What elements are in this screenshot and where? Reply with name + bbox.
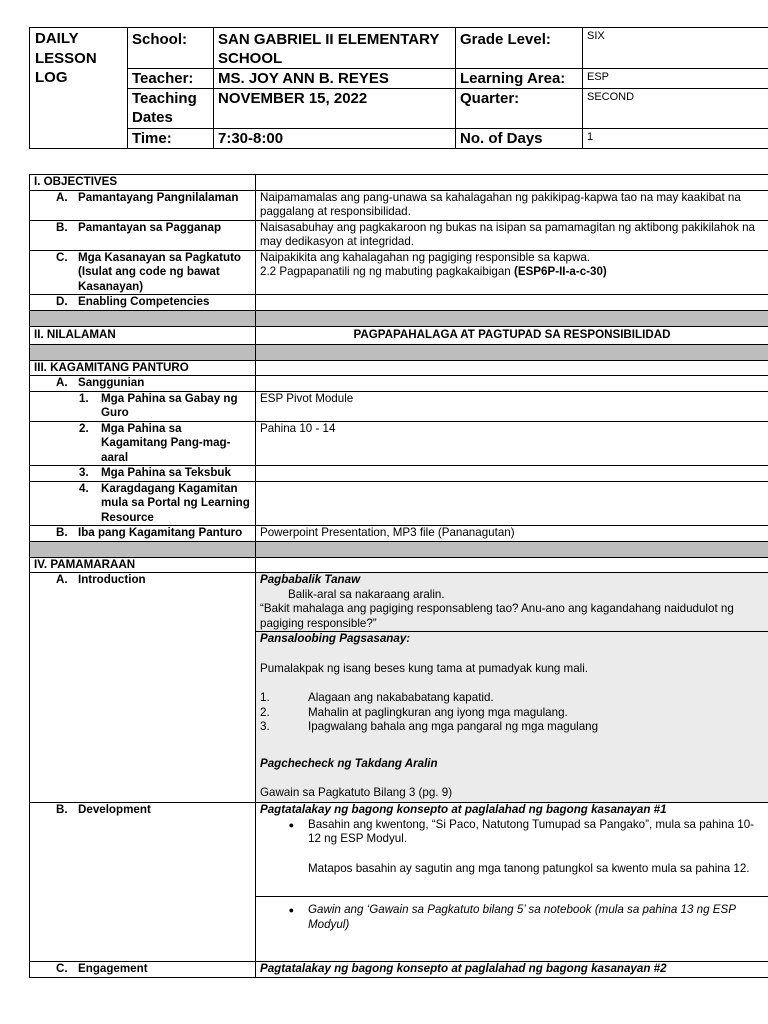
iba-pang-kagamitan-label: Iba pang Kagamitang Panturo [78, 526, 243, 539]
no-of-days-value: 1 [583, 129, 768, 149]
teaching-dates-label: Teaching Dates [128, 89, 214, 129]
objective-a-row: A. Pamantayang Pangnilalaman Naipamamalas ang pang-unawa sa kahalagahan ng pakikipag-kapwa tao na may kaakibat na paggalang at responsibilidad. [30, 190, 768, 220]
mga-kasanayan-label: Mga Kasanayan sa Pagkatuto (Isulat ang code ng bawat Kasanayan) [78, 250, 242, 293]
pamantayang-pangnilalaman-value: Naipamamalas ang pang-unawa sa kahalagahan ng pakikipag-kapwa tao na may kaakibat na paggalang at responsibilidad. [256, 190, 768, 220]
sanggunian-label: Sanggunian [78, 376, 145, 389]
teaching-dates-value: NOVEMBER 15, 2022 [214, 89, 456, 129]
competency-code: (ESP6P-II-a-c-30) [513, 265, 607, 278]
gabay-ng-guro-label: Mga Pahina sa Gabay ng Guro [101, 391, 238, 419]
pamantayang-pangnilalaman-label: Pamantayang Pangnilalaman [78, 190, 239, 204]
time-label: Time: [128, 129, 214, 149]
list-item: 2. Mahalin at paglingkuran ang iyong mga magulang. [260, 705, 568, 719]
enabling-competencies-label: Enabling Competencies [78, 295, 210, 308]
teksbuk-label: Mga Pahina sa Teksbuk [101, 466, 231, 479]
pansaloobing-list [260, 691, 764, 735]
learning-area-value: ESP [583, 69, 768, 89]
karagdagang-kagamitan-label: Karagdagang Kagamitan mula sa Portal ng Learning Resource [101, 481, 250, 524]
pamantayan-sa-pagganap-label: Pamantayan sa Pagganap [78, 220, 222, 234]
nilalaman-value: PAGPAPAHALAGA AT PAGTUPAD SA RESPONSIBILIDAD [256, 326, 768, 344]
school-value: SAN GABRIEL II ELEMENTARY SCHOOL [214, 28, 456, 69]
school-label: School: [128, 28, 214, 69]
pamamaraan-heading: IV. PAMAMARAAN [30, 557, 256, 573]
introduction-label: Introduction [78, 573, 146, 586]
lesson-table: I. OBJECTIVES A. Pamantayang Pangnilalaman Naipamamalas ang pang-unawa sa kahalagahan ng pakikipag-kapwa tao na may kaakibat na paggalang at responsibilidad. B. Pamantayan sa Pagganap Naisasabuhay ang pagkakaroon ng bukas na isipan sa pamamagitan ng aktibong pakikilahok na may dedikasyon at integridad. C. Mga Kasanayan sa Pagkatuto (Isulat ang code ng bawat Kasanayan) Naipakikita ang kahalagahan ng pagiging responsible sa kapwa. 2.2 Pagpapanatili ng ng mabuting pagkakaibigan (ESP6P-II-a-c-30) D. Enabling Competencies II. NILALAMAN PAGPAPAHALAGA AT PAGTUPAD SA RESPONSIBILIDAD III. KAGAMITANG PANTURO A. Sanggunian 1. Mga Pahina sa Gabay ng Guro ESP Pivot Module 2. Mga Pahina sa Kagamitang Pang-mag-aaral Pahina 10 - 14 3. Mga Pahina sa Teksbuk 4. Karagdagang Kagamitan mula sa Portal ng Learning Resource B. Iba pang Kagamitang Panturo Powerpoint Presentation, MP3 file (Pananagutan) IV. PAMAMARAAN A. Introduction Pagbabalik Tanaw Balik-aral sa nakaraang aralin. “Bakit mahalaga ang pagiging responsableng tao? Anu-ano ang kagandahang naidudulot ng pagiging responsible?” Pansaloobing Pagsasanay: Pumalakpak ng isang beses kung tama at pumadyak kung mali. 1. Alagaan ang nakababatang kapatid. 2. Mahalin at paglingkuran ang iyong mga magulang. 3. Ipagwalang bahala ang mga pangaral ng mga magulang Pagchecheck ng Takdang Aralin Gawain sa Pagkatuto Bilang 3 (pg. 9) B. Development Pagtatalakay ng bagong konsepto at paglalahad ng bagong kasanayan #1 ● Basahin ang kwentong, “Si Paco, Natutong Tumupad sa Pangako”, mula sa pahina 10-12 ng ESP Modyul. Matapos basahin ay sagutin ang mga tanong patungkol sa kwento mula sa pahina 12. ● Gawin ang ‘Gawain sa Pagkatuto bilang 5’ sa notebook (mula sa pahina 13 ng ESP Modyul) C. Engagement Pagtatalakay ng bagong konsepto at paglalahad ng bagong kasanayan #2 [29, 174, 768, 978]
development-heading: Pagtatalakay ng bagong konsepto at paglalahad ng bagong kasanayan #1 [260, 803, 667, 816]
nilalaman-heading: II. NILALAMAN [30, 326, 256, 344]
time-value: 7:30-8:00 [214, 129, 456, 149]
section-divider [30, 541, 768, 557]
list-item: 3. Ipagwalang bahala ang mga pangaral ng mga magulang [260, 720, 599, 733]
objective-b-row: B. Pamantayan sa Pagganap Naisasabuhay ang pagkakaroon ng bukas na isipan sa pamamagitan ng aktibong pakikilahok na may dedikasyon at integridad. [30, 220, 768, 250]
pansaloobing-pagsasanay-cell: Pansaloobing Pagsasanay: Pumalakpak ng isang beses kung tama at pumadyak kung mali. 1. Alagaan ang nakababatang kapatid. 2. Mahalin at paglingkuran ang iyong mga magulang. 3. Ipagwalang bahala ang mga pangaral ng mga magulang Pagchecheck ng Takdang Aralin Gawain sa Pagkatuto Bilang 3 (pg. 9) [256, 632, 768, 803]
mga-kasanayan-value: Naipakikita ang kahalagahan ng pagiging responsible sa kapwa. 2.2 Pagpapanatili ng ng mabuting pagkakaibigan (ESP6P-II-a-c-30) [256, 250, 768, 295]
daily-lesson-log-title: DAILY LESSON LOG [30, 28, 128, 149]
kagamitang-pang-mag-aaral-label: Mga Pahina sa Kagamitang Pang-mag-aaral [101, 421, 231, 464]
teacher-label: Teacher: [128, 69, 214, 89]
engagement-heading: Pagtatalakay ng bagong konsepto at paglalahad ng bagong kasanayan #2 [256, 962, 768, 978]
pansaloobing-pagsasanay-heading: Pansaloobing Pagsasanay: [260, 632, 411, 645]
iba-pang-kagamitan-value: Powerpoint Presentation, MP3 file (Pananagutan) [256, 526, 768, 542]
pagchecheck-heading: Pagchecheck ng Takdang Aralin [260, 756, 438, 770]
pagbabalik-tanaw-cell: Pagbabalik Tanaw Balik-aral sa nakaraang aralin. “Bakit mahalaga ang pagiging responsableng tao? Anu-ano ang kagandahang naidudulot ng pagiging responsible?” [256, 573, 768, 632]
development-cell: Pagtatalakay ng bagong konsepto at paglalahad ng bagong kasanayan #1 ● Basahin ang kwentong, “Si Paco, Natutong Tumupad sa Pangako”, mula sa pahina 10-12 ng ESP Modyul. Matapos basahin ay sagutin ang mga tanong patungkol sa kwento mula sa pahina 12. [256, 803, 768, 897]
gabay-ng-guro-value: ESP Pivot Module [256, 391, 768, 421]
pagbabalik-tanaw-heading: Pagbabalik Tanaw [260, 573, 361, 586]
objective-d-row: D. Enabling Competencies [30, 295, 768, 311]
engagement-label: Engagement [78, 962, 148, 975]
no-of-days-label: No. of Days [456, 129, 583, 149]
development-task-cell: ● Gawin ang ‘Gawain sa Pagkatuto bilang 5’ sa notebook (mula sa pahina 13 ng ESP Modyul) [256, 897, 768, 962]
pamantayan-sa-pagganap-value: Naisasabuhay ang pagkakaroon ng bukas na isipan sa pamamagitan ng aktibong pakikilahok na may dedikasyon at integridad. [256, 220, 768, 250]
objective-c-row: C. Mga Kasanayan sa Pagkatuto (Isulat ang code ng bawat Kasanayan) Naipakikita ang kahalagahan ng pagiging responsible sa kapwa. 2.2 Pagpapanatili ng ng mabuting pagkakaibigan (ESP6P-II-a-c-30) [30, 250, 768, 295]
teacher-value: MS. JOY ANN B. REYES [214, 69, 456, 89]
quarter-value: SECOND [583, 89, 768, 129]
bullet-icon: ● [288, 905, 294, 915]
development-label: Development [78, 803, 151, 816]
grade-level-value: SIX [583, 28, 768, 69]
kagamitang-panturo-heading: III. KAGAMITANG PANTURO [30, 360, 256, 376]
kagamitang-pang-mag-aaral-value: Pahina 10 - 14 [256, 421, 768, 466]
bullet-icon: ● [288, 819, 294, 830]
section-divider [30, 344, 768, 360]
quarter-label: Quarter: [456, 89, 583, 129]
list-item: 1. Alagaan ang nakababatang kapatid. [260, 691, 494, 704]
learning-area-label: Learning Area: [456, 69, 583, 89]
grade-level-label: Grade Level: [456, 28, 583, 69]
section-divider [30, 310, 768, 326]
header-table [29, 27, 768, 149]
objectives-heading: I. OBJECTIVES [30, 175, 256, 191]
